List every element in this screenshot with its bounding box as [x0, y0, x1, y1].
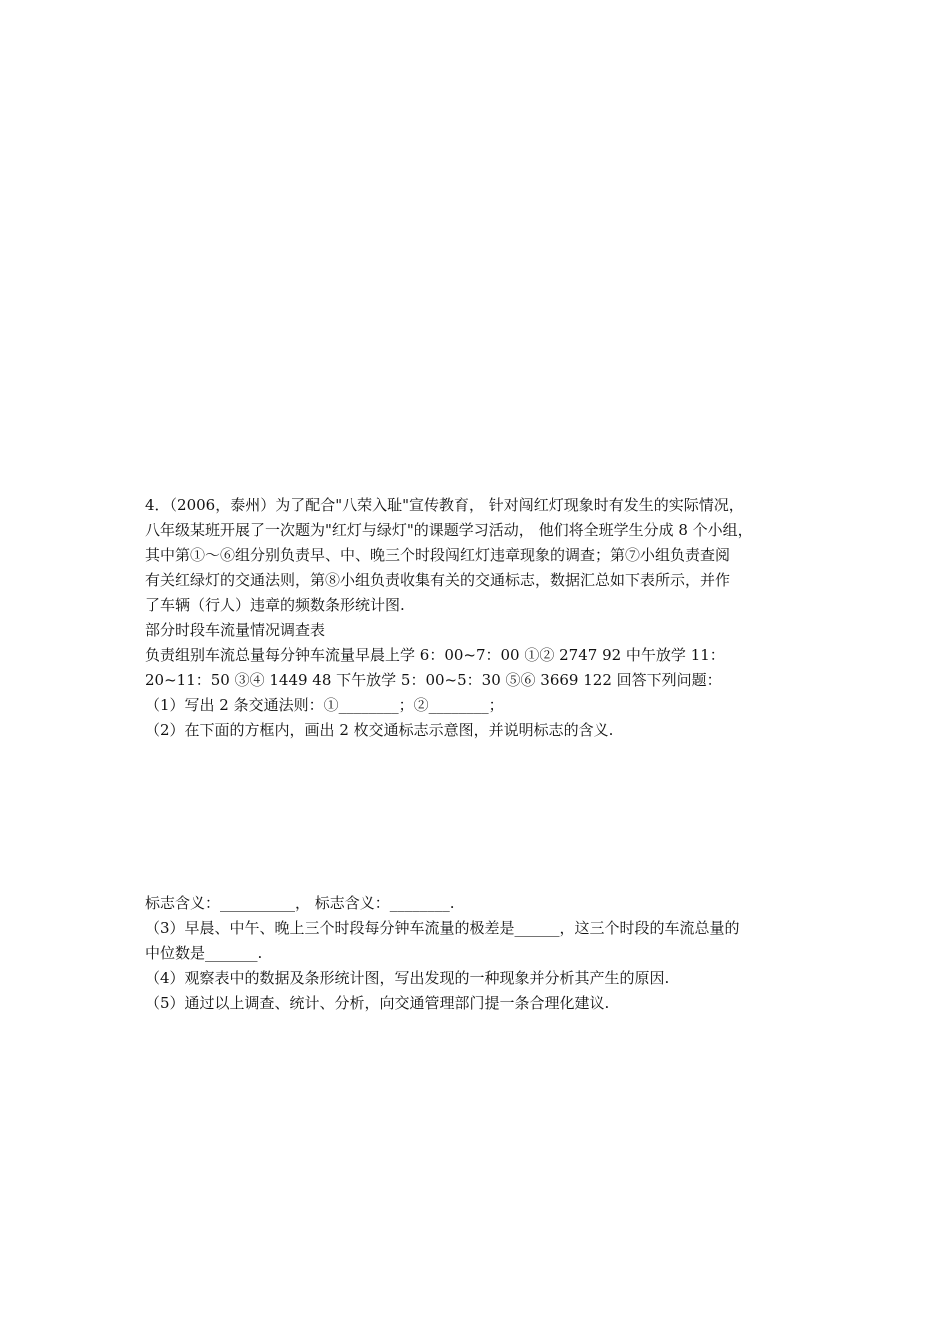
table-data-line: 20~11：50 ③④ 1449 48 下午放学 5：00~5：30 ⑤⑥ 3669 122 回答下列问题： [145, 671, 722, 689]
problem-line: 其中第①～⑥组分别负责早、中、晚三个时段闯红灯违章现象的调查；第⑦小组负责查阅 [145, 546, 731, 564]
problem-line: 了车辆（行人）违章的频数条形统计图. [145, 596, 405, 614]
problem-line: 八年级某班开展了一次题为"红灯与绿灯"的课题学习活动， 他们将全班学生分成 8 个小组， [145, 521, 753, 539]
sign-meaning-line: 标志含义：__________， 标志含义：________. [145, 894, 455, 912]
question-3: （3）早晨、中午、晚上三个时段每分钟车流量的极差是______，这三个时段的车流总量的 [145, 919, 740, 937]
question-2: （2）在下面的方框内，画出 2 枚交通标志示意图，并说明标志的含义. [145, 721, 614, 739]
question-3-cont: 中位数是_______. [145, 944, 263, 962]
problem-line: 有关红绿灯的交通法则，第⑧小组负责收集有关的交通标志，数据汇总如下表所示，并作 [145, 571, 731, 589]
question-5: （5）通过以上调查、统计、分析，向交通管理部门提一条合理化建议. [145, 994, 610, 1012]
question-4: （4）观察表中的数据及条形统计图，写出发现的一种现象并分析其产生的原因. [145, 969, 670, 987]
questions-continued [145, 891, 825, 1016]
table-title: 部分时段车流量情况调查表 [145, 621, 326, 639]
problem-line: 4．（2006，泰州）为了配合"八荣入耻"宣传教育， 针对闯红灯现象时有发生的实际情况， [145, 496, 744, 514]
table-data-line: 负责组别车流总量每分钟车流量早晨上学 6：00~7：00 ①② 2747 92 中午放学 11： [145, 646, 725, 664]
problem-text [145, 493, 825, 743]
question-1: （1）写出 2 条交通法则：①________；②________； [145, 696, 504, 714]
